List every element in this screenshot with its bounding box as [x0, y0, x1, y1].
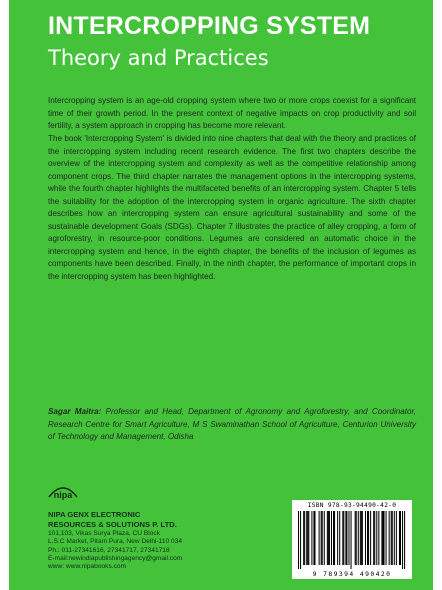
ean-digits: 9 789394 490420 [312, 570, 392, 578]
book-subtitle: Theory and Practices [48, 46, 269, 70]
barcode-bars-icon [298, 511, 406, 569]
publisher-info [48, 510, 182, 571]
publisher-name-line2: RESOURCES & SOLUTIONS P. LTD. [48, 520, 177, 529]
book-title: INTERCROPPING SYSTEM [48, 12, 371, 40]
publisher-address: 101,103, Vikas Surya Plaza, CU Block [48, 530, 161, 537]
publisher-email: E-mail:newindiapublishingagency@gmail.com [48, 554, 183, 562]
author-description: Professor and Head, Department of Agronomy and Agroforestry, and Coordinator, Research Centre for Smart Agriculture, M S Swaminathan School of Agriculture, Centurion University of Technology and Management, Odisha [48, 407, 416, 441]
publisher-website: www: www.nipabooks.com [48, 563, 127, 571]
isbn-barcode [292, 500, 412, 579]
blurb-paragraph: Intercropping system is an age-old cropping system where two or more crops coexist for a significant time of their growth period. In the present context of negative impacts on crop productivity and soil fertility, a system approach in cropping has become more relevant. [48, 96, 416, 130]
blurb-paragraph: The book 'Intercropping System' is divided into nine chapters that deal with the theory and practices of the intercropping system including recent research evidence. The first two chapters describe the overview of the intercropping system and complexity as well as the competitive relationship among component crops. The third chapter narrates the management options in the intercropping systems, while the fourth chapter highlights the multifaceted benefits of an intercropping system. Chapter 5 tells the suitability for the adoption of the intercropping system in organic agriculture. The sixth chapter describes how an intercropping system can ensure agricultural sustainability and some of the sustainable development Goals (SDGs). Chapter 7 illustrates the practice of alley cropping, a form of agroforestry, in resource-poor conditions. Legumes are considered an automatic choice in the intercropping system and hence, in the eighth chapter, the benefits of the inclusion of legumes as components have been described. Finally, in the ninth chapter, the performance of important crops in the intercropping system has been highlighted. [48, 134, 416, 281]
blurb [48, 95, 416, 284]
author-name: Sagar Maitra: [48, 407, 102, 416]
nipa-logo-icon [46, 482, 80, 500]
publisher-address: L.S.C Market, Pitam Pura, New Delhi-110 034 [48, 538, 183, 546]
author-bio [48, 406, 416, 444]
publisher-phone: Ph.: 011-27341616, 27341717, 27341718 [48, 546, 170, 554]
back-cover [9, 0, 433, 590]
logo-text: nipa [53, 490, 73, 500]
isbn-label: ISBN 978-93-94490-42-0 [307, 502, 397, 509]
publisher-name-line1: NIPA GENX ELECTRONIC [48, 510, 141, 519]
